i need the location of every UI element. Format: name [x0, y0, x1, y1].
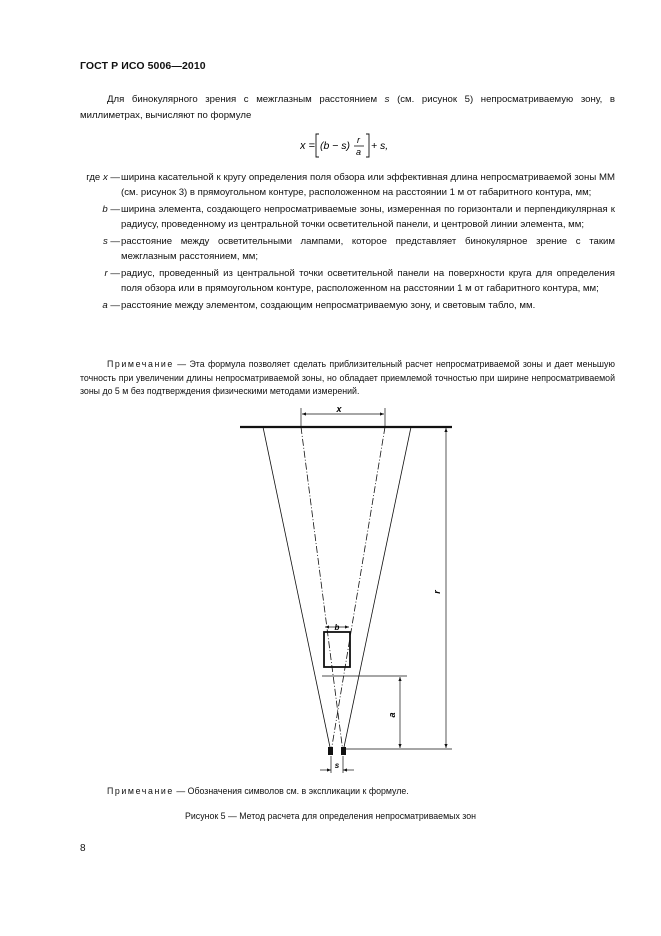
label-a-vertical: a — [387, 712, 397, 718]
note-2 — [107, 786, 409, 796]
intro-text-2: (см. рисунок 5) непросматриваемую зону, в миллиметрах, вычисляют по формуле — [80, 94, 615, 121]
intro-symbol: s — [384, 94, 390, 105]
definition-dash: — — [110, 268, 120, 279]
definition-prefix: где — [86, 172, 103, 183]
definition-symbol: a — [102, 300, 108, 311]
formula-lhs: x = — [300, 140, 315, 152]
figure-caption: Рисунок 5 — Метод расчета для определения непросматриваемых зон — [185, 811, 476, 821]
definition-text: ширина касательной к кругу определения поля обзора или эффективная длина непросматриваемой зоны MM (см. рисунок 3) в прямоугольном контуре, расположенном на расстоянии 1 м от габаритного контура, мм; — [121, 172, 615, 198]
definition-dash: — — [110, 172, 120, 183]
note-2-label: Примечание — [107, 786, 174, 796]
note-1-label: Примечание — [107, 359, 174, 369]
definition-symbol: x — [102, 172, 108, 183]
lamp-left — [328, 747, 333, 755]
definition-text: ширина элемента, создающего непросматриваемые зоны, измеренная по горизонтали и перпендикулярная к радиусу, проведенному из центральной точки осветительной панели, и центровой линии элемента, мм; — [121, 204, 615, 230]
definition-symbol: b — [102, 204, 108, 215]
formula-tail: + s, — [371, 140, 389, 152]
sight-line-left-outer — [263, 427, 331, 752]
definition-text: радиус, проведенный из центральной точки осветительной панели на поверхности круга для определения поля обзора или в прямоугольном контуре, расположенном на расстоянии 1 м от габаритного контура, мм; — [121, 268, 615, 294]
definition-symbol: r — [104, 268, 108, 279]
formula-inner: (b − s) — [320, 140, 351, 152]
definition-dash: — — [110, 204, 120, 215]
label-s-bottom: s — [334, 761, 340, 770]
label-r: r — [432, 590, 442, 594]
lamp-right — [341, 747, 346, 755]
label-b: b — [334, 623, 340, 632]
definition-dash: — — [110, 300, 120, 311]
intro-text-1: Для бинокулярного зрения с межглазным расстоянием — [107, 94, 385, 105]
formula-frac-den: a — [356, 147, 362, 157]
label-x: x — [336, 404, 342, 414]
definition-symbol: s — [102, 236, 108, 247]
definition-text: расстояние между осветительными лампами, которое представляет бинокулярное зрение с таким межглазным расстоянием, мм; — [121, 236, 615, 262]
document-header: ГОСТ Р ИСО 5006—2010 — [80, 60, 206, 72]
page-number: 8 — [80, 843, 86, 854]
sight-line-left-inner — [301, 427, 343, 752]
definition-text: расстояние между элементом, создающим непросматриваемую зону, и световым табло, мм. — [121, 300, 536, 311]
note-1-text: — Эта формула позволяет сделать приблизительный расчет непросматриваемой зоны и дает меньшую точность при увеличении длины непросматриваемой зоны, но обладает приемлемой точностью при ширине непросматриваемой зоны до 5 м без подтверждения физическими методами измерений. — [80, 359, 615, 396]
note-2-text: — Обозначения символов см. в экспликации к формуле. — [173, 786, 409, 796]
definition-dash: — — [110, 236, 120, 247]
formula-frac-num: r — [357, 135, 360, 145]
